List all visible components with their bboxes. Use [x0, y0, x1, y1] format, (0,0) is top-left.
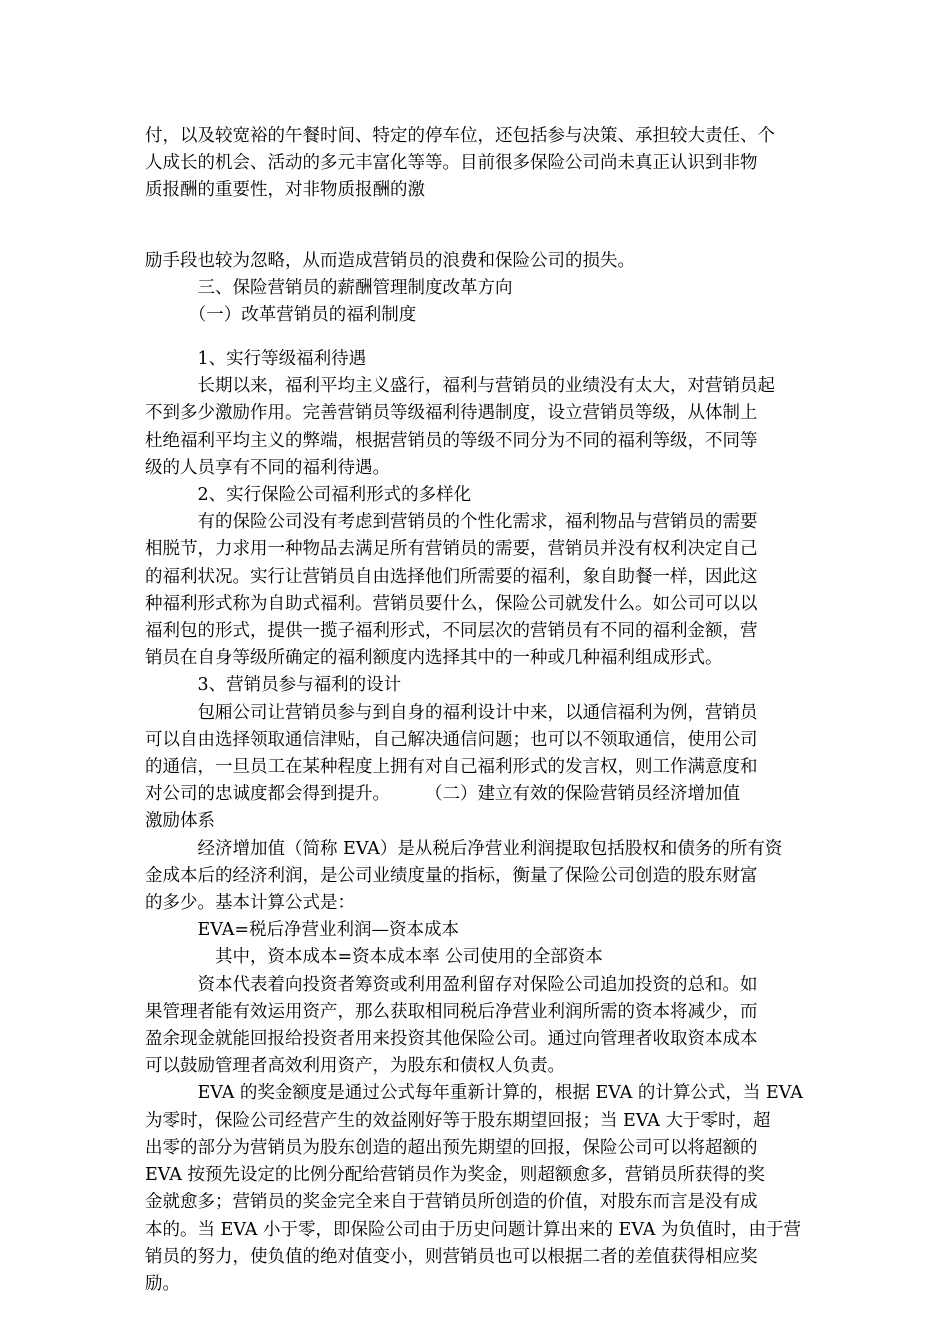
text-line: 经济增加值（简称 EVA）是从税后净营业利润提取包括股权和债务的所有资 [145, 838, 783, 859]
text-line: 相脱节，力求用一种物品去满足所有营销员的需要，营销员并没有权利决定自己 [145, 539, 758, 560]
text-line: 福利包的形式，提供一揽子福利形式，不同层次的营销员有不同的福利金额，营 [145, 621, 758, 642]
text-line: EVA 的奖金额度是通过公式每年重新计算的，根据 EVA 的计算公式，当 EVA [145, 1083, 803, 1104]
section-heading-block [145, 248, 807, 330]
text-line: 有的保险公司没有考虑到营销员的个性化需求，福利物品与营销员的需要 [145, 512, 758, 533]
text-line: 销员在自身等级所确定的福利额度内选择其中的一种或几种福利组成形式。 [145, 648, 723, 669]
body-text-block [145, 346, 807, 1298]
text-line: 三、保险营销员的薪酬管理制度改革方向 [145, 278, 513, 299]
text-line: 长期以来，福利平均主义盛行，福利与营销员的业绩没有太大，对营销员起 [145, 376, 775, 397]
text-line: 杜绝福利平均主义的弊端，根据营销员的等级不同分为不同的福利等级，不同等 [145, 430, 758, 451]
text-line: 的通信，一旦员工在某种程度上拥有对自己福利形式的发言权，则工作满意度和 [145, 757, 758, 778]
text-line: 包厢公司让营销员参与到自身的福利设计中来，以通信福利为例，营销员 [145, 702, 758, 723]
text-line: 可以自由选择领取通信津贴，自己解决通信问题；也可以不领取通信，使用公司 [145, 729, 758, 750]
text-line: 金成本后的经济利润，是公司业绩度量的指标，衡量了保险公司创造的股东财富 [145, 865, 758, 886]
text-line: 资本代表着向投资者筹资或利用盈利留存对保险公司追加投资的总和。如 [145, 974, 758, 995]
text-line: 质报酬的重要性，对非物质报酬的激 [145, 180, 425, 201]
text-line: 金就愈多；营销员的奖金完全来自于营销员所创造的价值，对股东而言是没有成 [145, 1192, 758, 1213]
text-line: 的福利状况。实行让营销员自由选择他们所需要的福利，象自助餐一样，因此这 [145, 566, 758, 587]
text-line: 其中，资本成本=资本成本率 公司使用的全部资本 [145, 947, 603, 968]
text-line: 果管理者能有效运用资产，那么获取相同税后净营业利润所需的资本将减少，而 [145, 1001, 758, 1022]
text-line: 的多少。基本计算公式是： [145, 893, 355, 914]
text-line: 1、实行等级福利待遇 [145, 349, 367, 369]
text-line: 盈余现金就能回报给投资者用来投资其他保险公司。通过向管理者收取资本成本 [145, 1029, 758, 1050]
text-line: （一）改革营销员的福利制度 [145, 305, 417, 326]
text-line: 本的。当 EVA 小于零，即保险公司由于历史问题计算出来的 EVA 为负值时，由于营 [145, 1219, 801, 1240]
text-line: 励手段也较为忽略，从而造成营销员的浪费和保险公司的损失。 [145, 251, 635, 271]
text-line: 可以鼓励管理者高效利用资产，为股东和债权人负责。 [145, 1056, 565, 1077]
text-line: 2、实行保险公司福利形式的多样化 [145, 485, 472, 506]
text-line: 为零时，保险公司经营产生的效益刚好等于股东期望回报；当 EVA 大于零时，超 [145, 1110, 771, 1131]
text-line: 励。 [145, 1273, 180, 1294]
text-line: 不到多少激励作用。完善营销员等级福利待遇制度，设立营销员等级，从体制上 [145, 403, 758, 424]
text-line: 种福利形式称为自助式福利。营销员要什么，保险公司就发什么。如公司可以以 [145, 593, 758, 614]
text-line: 销员的努力，使负值的绝对值变小，则营销员也可以根据二者的差值获得相应奖 [145, 1246, 758, 1267]
text-line: EVA=税后净营业利润—资本成本 [145, 920, 460, 941]
text-line: 付，以及较宽裕的午餐时间、特定的停车位，还包括参与决策、承担较大责任、个 [145, 126, 775, 146]
text-line: 3、营销员参与福利的设计 [145, 675, 402, 696]
text-line: 出零的部分为营销员为股东创造的超出预先期望的回报，保险公司可以将超额的 [145, 1137, 758, 1158]
text-line: 人成长的机会、活动的多元丰富化等等。目前很多保险公司尚未真正认识到非物 [145, 153, 758, 174]
text-line: EVA 按预先设定的比例分配给营销员作为奖金，则超额愈多，营销员所获得的奖 [145, 1165, 765, 1186]
text-line: 激励体系 [145, 811, 215, 832]
text-line: 对公司的忠诚度都会得到提升。 （二）建立有效的保险营销员经济增加值 [145, 784, 740, 805]
paragraph-top [145, 123, 807, 205]
text-line: 级的人员享有不同的福利待遇。 [145, 457, 390, 478]
